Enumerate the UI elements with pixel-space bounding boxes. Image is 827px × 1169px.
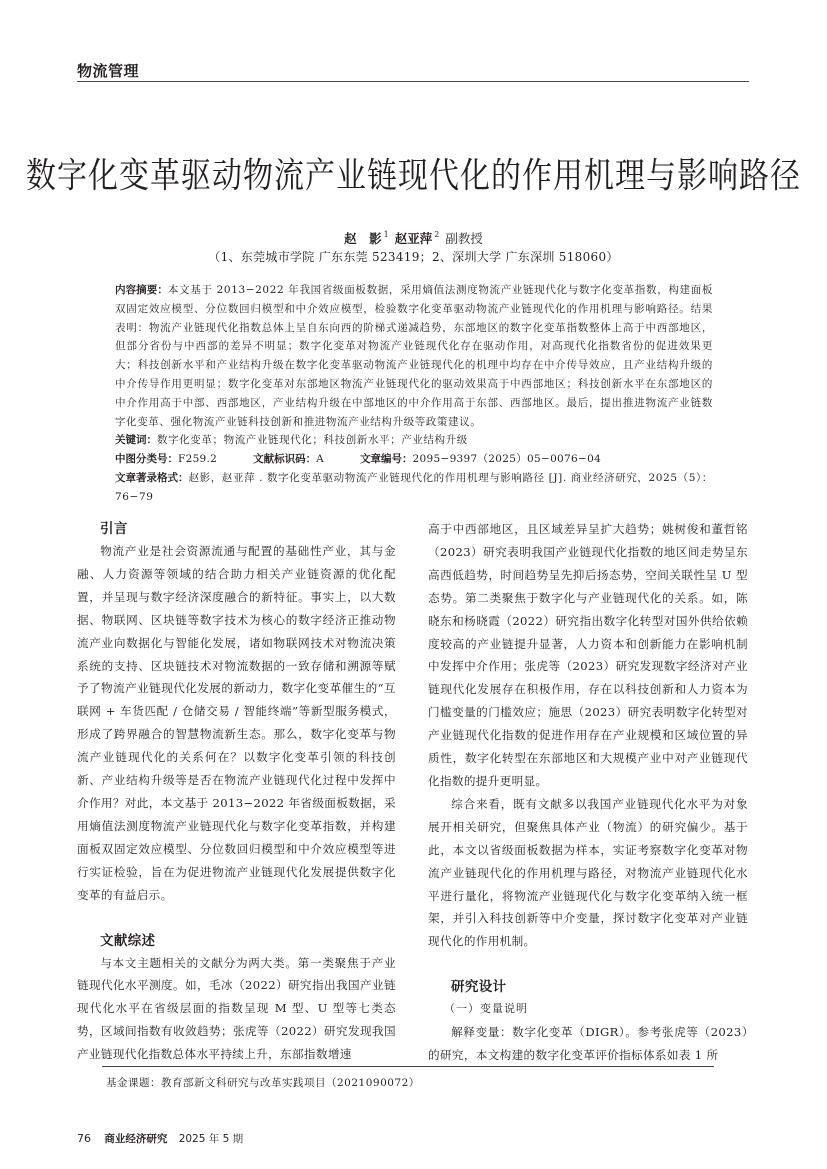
author-2-affil-mark: 2 bbox=[434, 230, 440, 239]
review-paragraph-2: 综合来看，既有文献多以我国产业链现代化水平为对象展开相关研究，但聚焦具体产业（物流）的研究偏少。基于此，本文以省级面板数据为样本，实证考察数字化变革对物流产业链现代化的作用机理与路径，对物流产业链现代化水平进行量化，将物流产业链现代化与数字化变革纳入统一框架，并引入科技创新等中介变量，探讨数字化变革对产业链现代化的作用机制。 bbox=[428, 796, 748, 949]
journal-name: 商业经济研究 bbox=[104, 1133, 168, 1145]
abstract bbox=[115, 281, 713, 431]
heading-research-design: 研究设计 bbox=[451, 979, 507, 996]
section-label: 物流管理 bbox=[77, 62, 140, 80]
review-paragraph-1-part-2: 高于中西部地区，且区域差异呈扩大趋势；姚树俊和董哲铭（2023）研究表明我国产业链现代化指数的地区间走势呈东高西低趋势，时间趋势呈先抑后扬态势，空间关联性呈 U 型态势。第二类聚焦于数字化与产业链现代化的关系。如，陈晓东和杨晓霞（2022）研究指出数字化转型对国外供给依赖度较高的产业链提升显著，人力资本和创新能力在影响机制中发挥中介作用；张虎等（2023）研究发现数字经济对产业链现代化发展存在积极作用，存在以科技创新和人力资本为门槛变量的门槛效应；施思（2023）研究表明数字化转型对产业链现代化指数的促进作用存在产业规模和区域位置的异质性，数字化转型在东部地区和大规模产业中对产业链现代化指数的提升更明显。 bbox=[428, 522, 748, 788]
clc-value: F259.2 bbox=[178, 453, 218, 466]
citation-text: 赵影，赵亚萍 . 数字化变革驱动物流产业链现代化的作用机理与影响路径 [J]. 商业经济研究，2025（5）：76−79 bbox=[115, 471, 714, 503]
citation-label: 文章著录格式： bbox=[115, 471, 189, 484]
affiliations: （1、东莞城市学院 广东东莞 523419；2、深圳大学 广东深圳 518060） bbox=[208, 250, 619, 264]
funding-note: 基金课题：教育部新文科研究与改革实践项目（2021090072） bbox=[106, 1077, 420, 1089]
clc-label: 中图分类号： bbox=[115, 453, 178, 466]
doc-code-value: A bbox=[316, 453, 325, 466]
left-column bbox=[77, 518, 396, 1066]
review-paragraph-1-part-1: 与本文主题相关的文献分为两大类。第一类聚焦于产业链现代化水平测度。如，毛冰（2022）研究指出我国产业链现代化水平在省级层面的指数呈现 M 型、U 型等七类态势，区域间指数有收敛趋势；张虎等（2022）研究发现我国产业链现代化指数总体水平持续上升，东部指数增速 bbox=[77, 955, 396, 1062]
page-footer bbox=[77, 1131, 243, 1146]
author-2: 赵亚萍 bbox=[394, 231, 433, 246]
article-number-value: 2095−9397（2025）05−0076−04 bbox=[412, 453, 602, 466]
abstract-label: 内容摘要： bbox=[115, 284, 168, 296]
design-paragraph-1: 解释变量：数字化变革（DIGR）。参考张虎等（2023）的研究，本文构建的数字化变革评价指标体系如表 1 所 bbox=[428, 1025, 748, 1063]
author-1-affil-mark: 1 bbox=[383, 230, 389, 239]
issue: 2025 年 5 期 bbox=[178, 1133, 244, 1145]
abstract-block bbox=[115, 281, 713, 507]
footnote-rule bbox=[102, 1066, 714, 1067]
heading-literature-review: 文献综述 bbox=[100, 932, 156, 949]
right-column bbox=[428, 518, 748, 1067]
subheading-variables: （一）变量说明 bbox=[444, 1002, 528, 1016]
abstract-text: 本文基于 2013−2022 年我国省级面板数据，采用熵值法测度物流产业链现代化与数字化变革指数，构建面板双固定效应模型、分位数回归模型和中介效应模型，检验数字化变革驱动物流产业链现代化的作用机理与影响路径。结果表明：物流产业链现代化指数总体上呈自东向西的阶梯式递减趋势，东部地区的数字化变革指数整体上高于中西部地区，但部分省份与中西部的差异不明显；数字化变革对物流产业链现代化存在驱动作用，对高现代化指数省份的促进效果更大；科技创新水平和产业结构升级在数字化变革驱动物流产业链现代化的机理中均存在中介传导效应，且产业结构升级的中介传导作用更明显；数字化变革对东部地区物流产业链现代化的驱动效果高于中西部地区；科技创新水平在东部地区的中介作用高于中部、西部地区，产业结构升级在中部地区的中介作用高于东部、西部地区。最后，提出推进物流产业链数字化变革、强化物流产业链科技创新和推进物流产业结构升级等政策建议。 bbox=[115, 284, 714, 428]
author-1: 赵 影 bbox=[344, 231, 382, 246]
keywords-text: 数字化变革；物流产业链现代化；科技创新水平；产业结构升级 bbox=[157, 434, 468, 447]
doc-code-label: 文献标识码： bbox=[253, 453, 317, 466]
article-number-label: 文章编号： bbox=[360, 453, 413, 466]
intro-paragraph: 物流产业是社会资源流通与配置的基础性产业，其与金融、人力资源等领域的结合助力相关产业链资源的优化配置，并呈现与数字经济深度融合的新特征。事实上，以大数据、物联网、区块链等数字技术为核心的数字经济正推动物流产业向数据化与智能化发展，诸如物联网技术对物流决策系统的支持、区块链技术对物流数据的一致存储和溯源等赋予了物流产业链现代化发展的新动力，数字化变革催生的“互联网 + 车货匹配 / 仓储交易 / 智能终端”等新型服务模式，形成了跨界融合的智慧物流新生态。那么，数字化变革与物流产业链现代化的关系何在？以数字化变革引领的科技创新、产业结构升级等是否在物流产业链现代化过程中发挥中介作用？对此，本文基于 2013−2022 年省级面板数据，采用熵值法测度物流产业链现代化与数字化变革指数，并构建面板双固定效应模型、分位数回归模型和中介效应模型等进行实证检验，旨在为促进物流产业链现代化发展提供数字化变革的有益启示。 bbox=[77, 544, 396, 902]
author-2-title: 副教授 bbox=[445, 231, 483, 246]
keywords bbox=[115, 431, 713, 450]
classification-line bbox=[115, 450, 713, 469]
header-rule bbox=[77, 81, 749, 82]
heading-introduction: 引言 bbox=[100, 521, 128, 537]
article-title: 数字化变革驱动物流产业链现代化的作用机理与影响路径 bbox=[26, 155, 801, 197]
citation bbox=[115, 469, 713, 507]
author-line bbox=[0, 229, 827, 247]
page-number: 76 bbox=[77, 1132, 91, 1145]
keywords-label: 关键词： bbox=[115, 434, 157, 447]
